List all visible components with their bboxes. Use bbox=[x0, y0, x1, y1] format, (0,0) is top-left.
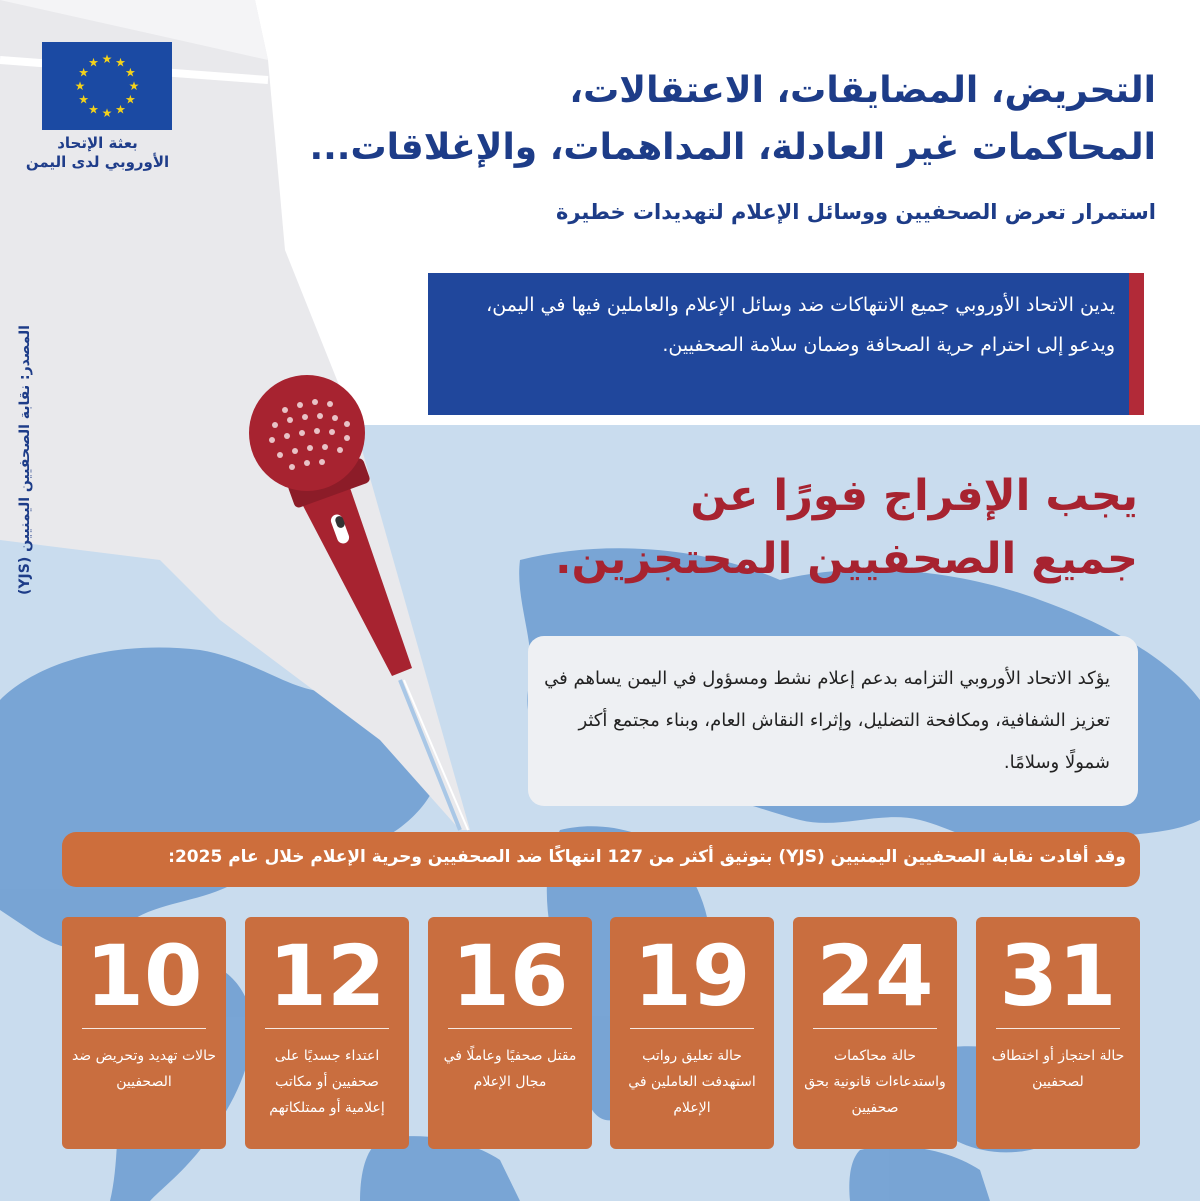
stat-label: حالات تهديد وتحريض ضد الصحفيين bbox=[71, 1048, 217, 1090]
caption-line-1: بعثة الإتحاد bbox=[57, 134, 138, 152]
flag-star-icon: ★ bbox=[128, 79, 140, 93]
stat-card-threats bbox=[62, 917, 226, 1149]
source-note: المصدر: نقابة الصحفيين اليمنيين (YJS) bbox=[17, 325, 33, 596]
eu-delegation-caption bbox=[20, 134, 175, 172]
stat-value: 16 bbox=[451, 927, 569, 1025]
subtitle: استمرار تعرض الصحفيين ووسائل الإعلام لتهديدات خطيرة bbox=[555, 200, 1156, 224]
stat-label: حالة تعليق رواتب استهدفت العاملين في الإعلام bbox=[628, 1048, 756, 1116]
call-line-2: جميع الصحفيين المحتجزين. bbox=[555, 534, 1138, 584]
stat-value: 24 bbox=[816, 927, 934, 1025]
stat-value: 31 bbox=[999, 927, 1117, 1025]
stat-value: 10 bbox=[85, 927, 203, 1025]
flag-star-icon: ★ bbox=[125, 65, 136, 80]
headline bbox=[276, 62, 1156, 176]
stat-divider bbox=[448, 1028, 572, 1029]
summary-bar-text: وقد أفادت نقابة الصحفيين اليمنيين (YJS) بتوثيق أكثر من 127 انتهاكًا ضد الصحفيين وحرية الإعلام خلال عام 2025: bbox=[168, 847, 1126, 867]
stat-value: 19 bbox=[633, 927, 751, 1025]
flag-star-icon: ★ bbox=[78, 65, 89, 80]
summary-bar bbox=[62, 832, 1140, 887]
stat-divider bbox=[996, 1028, 1120, 1029]
call-to-release bbox=[438, 465, 1138, 591]
stat-divider bbox=[82, 1028, 206, 1029]
stat-card-killings bbox=[428, 917, 592, 1149]
caption-line-2: الأوروبي لدى اليمن bbox=[25, 153, 170, 171]
stat-card-salary-suspension bbox=[610, 917, 774, 1149]
statement-text: يدين الاتحاد الأوروبي جميع الانتهاكات ضد وسائل الإعلام والعاملين فيها في اليمن، ويدعو إلى احترام حرية الصحافة وضمان سلامة الصحفيين. bbox=[486, 294, 1115, 356]
stat-label: اعتداء جسديًا على صحفيين أو مكاتب إعلامية أو ممتلكاتهم bbox=[269, 1048, 385, 1116]
commitment-box bbox=[528, 636, 1138, 806]
headline-line-1: التحريض، المضايقات، الاعتقالات، bbox=[569, 70, 1156, 111]
stat-label: حالة محاكمات واستدعاءات قانونية بحق صحفيين bbox=[804, 1048, 946, 1116]
flag-star-icon: ★ bbox=[78, 92, 89, 107]
statement-box bbox=[428, 273, 1144, 415]
flag-star-icon: ★ bbox=[125, 92, 136, 107]
stat-divider bbox=[630, 1028, 754, 1029]
call-line-1: يجب الإفراج فورًا عن bbox=[690, 471, 1138, 521]
stat-card-assaults bbox=[245, 917, 409, 1149]
stat-divider bbox=[265, 1028, 389, 1029]
stat-card-detentions bbox=[976, 917, 1140, 1149]
stat-value: 12 bbox=[268, 927, 386, 1025]
stat-card-trials bbox=[793, 917, 957, 1149]
stat-divider bbox=[813, 1028, 937, 1029]
eu-flag-logo bbox=[42, 42, 172, 130]
flag-star-icon: ★ bbox=[101, 52, 113, 66]
flag-star-icon: ★ bbox=[115, 55, 126, 70]
headline-line-2: المحاكمات غير العادلة، المداهمات، والإغلاقات... bbox=[309, 127, 1156, 168]
commitment-text: يؤكد الاتحاد الأوروبي التزامه بدعم إعلام نشط ومسؤول في اليمن يساهم في تعزيز الشفافية، ومكافحة التضليل، وإثراء النقاش العام، وبناء مجتمع أكثر شمولًا وسلامًا. bbox=[544, 668, 1110, 773]
stat-label: حالة احتجاز أو اختطاف لصحفيين bbox=[991, 1048, 1125, 1090]
flag-star-icon: ★ bbox=[88, 102, 99, 117]
flag-star-icon: ★ bbox=[88, 55, 99, 70]
stat-label: مقتل صحفيًا وعاملًا في مجال الإعلام bbox=[443, 1048, 577, 1090]
flag-star-icon: ★ bbox=[101, 106, 113, 120]
flag-star-icon: ★ bbox=[74, 79, 86, 93]
flag-star-icon: ★ bbox=[115, 102, 126, 117]
